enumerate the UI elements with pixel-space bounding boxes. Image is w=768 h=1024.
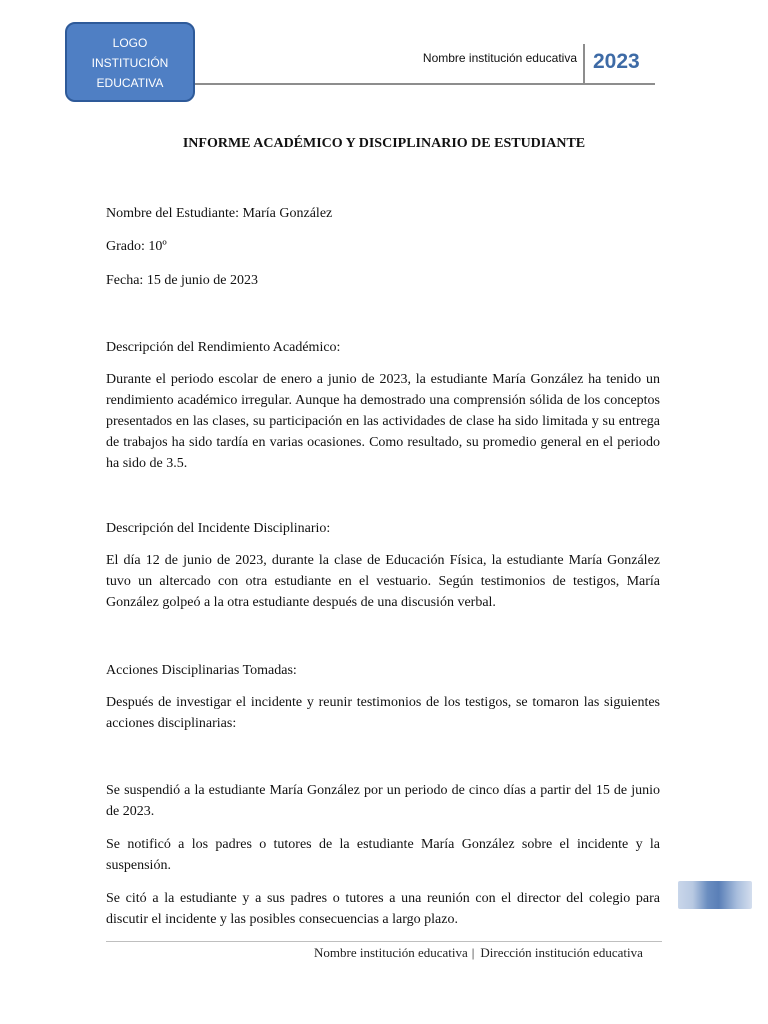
actions-heading <box>106 660 660 681</box>
incident-heading <box>106 518 660 539</box>
header-divider <box>583 44 585 84</box>
report-date-text: Fecha: 15 de junio de 2023 <box>106 273 259 288</box>
academic-paragraph <box>106 369 660 474</box>
action-item <box>106 780 660 822</box>
page-tab-decoration <box>678 881 752 909</box>
student-grade-text: Grado: 10º <box>106 239 167 254</box>
actions-intro <box>106 692 660 734</box>
incident-heading-text: Descripción del Incidente Disciplinario: <box>106 521 331 536</box>
logo-text: LOGO INSTITUCIÓN EDUCATIVA <box>91 36 169 90</box>
footer-institution-name: Nombre institución educativa <box>314 945 468 960</box>
academic-heading-text: Descripción del Rendimiento Académico: <box>106 340 341 355</box>
student-name <box>106 203 660 224</box>
actions-heading-text: Acciones Disciplinarias Tomadas: <box>106 663 297 678</box>
student-grade <box>106 236 660 257</box>
academic-paragraph-text: Durante el periodo escolar de enero a junio de 2023, la estudiante María González ha tenido un rendimiento académico irregular. Aunque ha demostrado una comprensión sólida de los conceptos presentados en las clases, su participación en las actividades de clase ha sido limitada y su entrega de trabajos ha sido tardía en varias ocasiones. Como resultado, su promedio general en el periodo ha sido de 3.5. <box>106 372 660 471</box>
institution-logo <box>65 22 195 102</box>
student-name-text: Nombre del Estudiante: María González <box>106 206 333 221</box>
action-item-text: Se notificó a los padres o tutores de la estudiante María González sobre el incidente y la suspensión. <box>106 837 660 873</box>
document-title: INFORME ACADÉMICO Y DISCIPLINARIO DE ESTUDIANTE <box>182 136 586 151</box>
footer-separator: | <box>471 945 475 960</box>
incident-paragraph-text: El día 12 de junio de 2023, durante la clase de Educación Física, la estudiante María González tuvo un altercado con otra estudiante en el vestuario. Según testimonios de testigos, María González golpeó a la otra estudiante después de una discusión verbal. <box>106 553 660 610</box>
footer-institution-address: Dirección institución educativa <box>480 945 643 960</box>
report-date <box>106 270 660 291</box>
action-item <box>106 834 660 876</box>
action-item-text: Se suspendió a la estudiante María González por un periodo de cinco días a partir del 15 de junio de 2023. <box>106 783 660 819</box>
footer <box>314 945 662 961</box>
header-institution-name: Nombre institución educativa <box>422 51 577 65</box>
action-item <box>106 888 660 930</box>
action-item-text: Se citó a la estudiante y a sus padres o tutores a una reunión con el director del colegio para discutir el incidente y las posibles consecuencias a largo plazo. <box>106 891 660 927</box>
header-rule <box>195 83 655 85</box>
academic-heading <box>106 337 660 358</box>
actions-intro-text: Después de investigar el incidente y reunir testimonios de los testigos, se tomaron las siguientes acciones disciplinarias: <box>106 695 660 731</box>
incident-paragraph <box>106 550 660 613</box>
footer-rule <box>106 941 662 942</box>
header-year: 2023 <box>593 50 640 73</box>
